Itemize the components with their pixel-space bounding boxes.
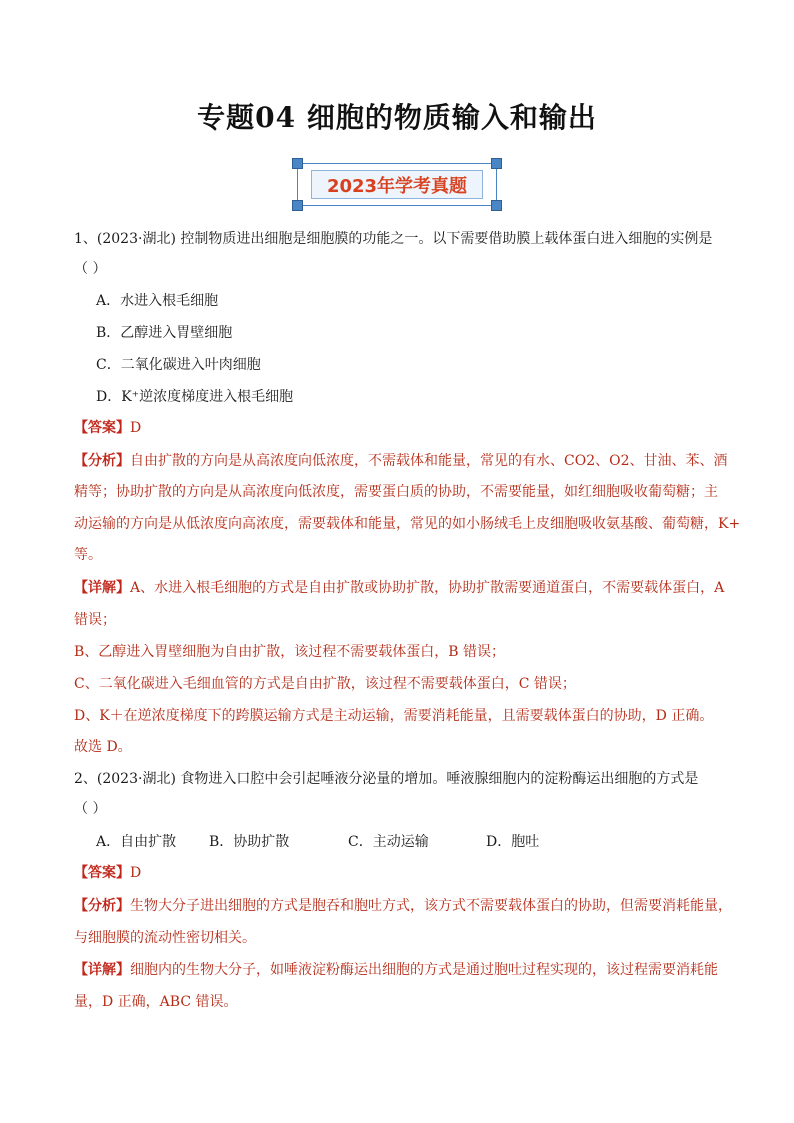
- q1-detail-line2: 错误；: [74, 612, 116, 628]
- q2-option-b: B．协助扩散: [209, 834, 290, 850]
- q1-option-c: C．二氧化碳进入叶肉细胞: [96, 357, 261, 373]
- analysis-tag: 【分析】: [74, 453, 130, 469]
- corner-marker: [292, 200, 303, 211]
- analysis-text: 生物大分子进出细胞的方式是胞吞和胞吐方式，该方式不需要载体蛋白的协助，但需要消耗能量，: [130, 898, 732, 914]
- q1-stem-line2: （ ）: [74, 261, 107, 277]
- q2-stem-line1: 2、(2023·湖北) 食物进入口腔中会引起唾液分泌量的增加。唾液腺细胞内的淀粉酶运出细胞的方式是: [74, 771, 699, 787]
- banner-inner: [311, 170, 483, 199]
- analysis-text: 自由扩散的方向是从高浓度向低浓度，不需载体和能量，常见的有水、CO2、O2、甘油、苯、酒: [130, 453, 728, 469]
- analysis-tag: 【分析】: [74, 898, 130, 914]
- detail-text: 细胞内的生物大分子，如唾液淀粉酶运出细胞的方式是通过胞吐过程实现的，该过程需要消耗能: [130, 962, 718, 978]
- corner-marker: [292, 158, 303, 169]
- q1-option-a: A．水进入根毛细胞: [96, 293, 219, 309]
- q1-detail-line6: 故选 D。: [74, 739, 132, 755]
- answer-tag: 【答案】: [74, 865, 130, 881]
- q2-detail-line1: [74, 960, 718, 980]
- q1-detail-line5: D、K＋在逆浓度梯度下的跨膜运输方式是主动运输，需要消耗能量，且需要载体蛋白的协助，D 正确。: [74, 708, 714, 724]
- page-title: 专题04 细胞的物质输入和输出: [197, 101, 597, 134]
- detail-tag: 【详解】: [74, 962, 130, 978]
- q1-option-b: B．乙醇进入胃壁细胞: [96, 325, 233, 341]
- answer-value: D: [130, 865, 142, 881]
- q2-option-a: A．自由扩散: [96, 834, 177, 850]
- q1-detail-line4: C、二氧化碳进入毛细血管的方式是自由扩散，该过程不需要载体蛋白，C 错误；: [74, 676, 576, 692]
- q2-option-c: C．主动运输: [348, 834, 429, 850]
- answer-tag: 【答案】: [74, 420, 130, 436]
- corner-marker: [491, 158, 502, 169]
- q1-analysis-line4: 等。: [74, 547, 102, 563]
- q2-stem-line2: （ ）: [74, 801, 107, 817]
- answer-value: D: [130, 420, 142, 436]
- q2-analysis-line1: [74, 896, 732, 916]
- q1-answer: [74, 418, 141, 438]
- q1-detail-line3: B、乙醇进入胃壁细胞为自由扩散，该过程不需要载体蛋白，B 错误；: [74, 644, 506, 660]
- section-label: 2023年学考真题: [326, 175, 468, 197]
- detail-text: A、水进入根毛细胞的方式是自由扩散或协助扩散，协助扩散需要通道蛋白，不需要载体蛋白，A: [130, 580, 725, 596]
- q2-analysis-line2: 与细胞膜的流动性密切相关。: [74, 930, 256, 946]
- q1-stem-line1: 1、(2023·湖北) 控制物质进出细胞是细胞膜的功能之一。以下需要借助膜上载体蛋白进入细胞的实例是: [74, 231, 713, 247]
- q1-option-d: D．K⁺逆浓度梯度进入根毛细胞: [96, 389, 294, 405]
- corner-marker: [491, 200, 502, 211]
- q1-detail-line1: [74, 578, 724, 598]
- q2-detail-line2: 量，D 正确，ABC 错误。: [74, 994, 238, 1010]
- q2-answer: [74, 863, 141, 883]
- detail-tag: 【详解】: [74, 580, 130, 596]
- q1-analysis-line3: 动运输的方向是从低浓度向高浓度，需要载体和能量，常见的如小肠绒毛上皮细胞吸收氨基酸、葡萄糖，K+: [74, 516, 741, 532]
- q1-analysis-line2: 精等；协助扩散的方向是从高浓度向低浓度，需要蛋白质的协助，不需要能量，如红细胞吸收葡萄糖；主: [74, 484, 718, 500]
- q1-analysis-line1: [74, 451, 727, 471]
- section-banner: [297, 163, 497, 206]
- q2-option-d: D．胞吐: [486, 834, 540, 850]
